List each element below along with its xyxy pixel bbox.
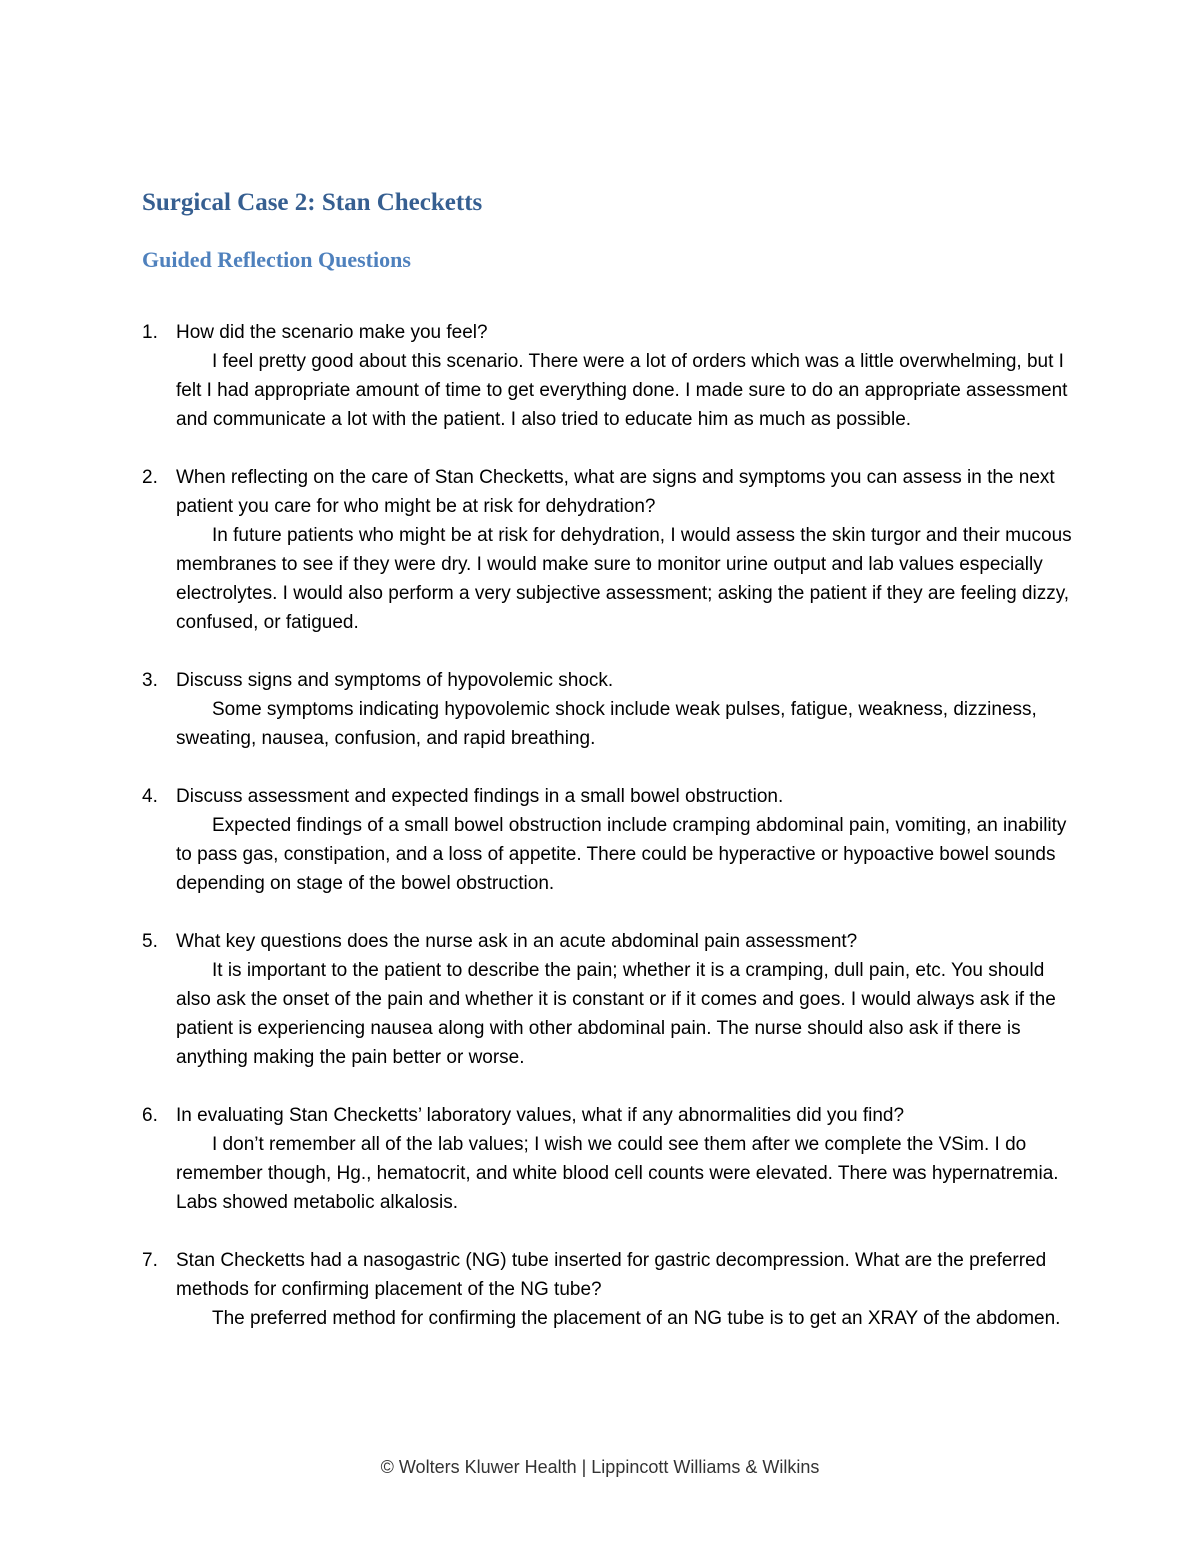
answer-text: The preferred method for confirming the placement of an NG tube is to get an XRAY of the abdomen. xyxy=(212,1308,1061,1329)
question-text: When reflecting on the care of Stan Checketts, what are signs and symptoms you can assess in the next patient you care for who might be at risk for dehydration? xyxy=(176,467,1055,517)
question-item-3 xyxy=(142,666,1072,753)
answer-text: It is important to the patient to describe the pain; whether it is a cramping, dull pain, etc. You should also ask the onset of the pain and whether it is constant or if it comes and goes. I would always ask if the patient is experiencing nausea along with other abdominal pain. The nurse should also ask if there is anything making the pain better or worse. xyxy=(176,960,1056,1068)
question-text: Discuss signs and symptoms of hypovolemic shock. xyxy=(176,670,614,691)
question-item-2 xyxy=(142,463,1072,637)
question-list xyxy=(142,318,1072,1362)
question-item-5 xyxy=(142,927,1072,1072)
answer-text: I don’t remember all of the lab values; I wish we could see them after we complete the VSim. I do remember though, Hg., hematocrit, and white blood cell counts were elevated. There was hypernatremia. Labs showed metabolic alkalosis. xyxy=(176,1134,1059,1213)
question-number: 5. xyxy=(142,931,158,952)
answer-text: Expected findings of a small bowel obstruction include cramping abdominal pain, vomiting, an inability to pass gas, constipation, and a loss of appetite. There could be hyperactive or hypoactive bowel sounds depending on stage of the bowel obstruction. xyxy=(176,815,1067,894)
question-number: 2. xyxy=(142,467,158,488)
answer-text: Some symptoms indicating hypovolemic shock include weak pulses, fatigue, weakness, dizziness, sweating, nausea, confusion, and rapid breathing. xyxy=(176,699,1037,749)
question-number: 1. xyxy=(142,322,158,343)
answer-text: I feel pretty good about this scenario. There were a lot of orders which was a little overwhelming, but I felt I had appropriate amount of time to get everything done. I made sure to do an appropriate assessment and communicate a lot with the patient. I also tried to educate him as much as possible. xyxy=(176,351,1068,430)
question-text: Stan Checketts had a nasogastric (NG) tube inserted for gastric decompression. What are the preferred methods for confirming placement of the NG tube? xyxy=(176,1250,1047,1300)
answer-text: In future patients who might be at risk for dehydration, I would assess the skin turgor and their mucous membranes to see if they were dry. I would make sure to monitor urine output and lab values especially electrolytes. I would also perform a very subjective assessment; asking the patient if they are feeling dizzy, confused, or fatigued. xyxy=(176,525,1072,633)
question-number: 3. xyxy=(142,670,158,691)
question-item-6 xyxy=(142,1101,1072,1217)
question-number: 7. xyxy=(142,1250,158,1271)
question-item-7 xyxy=(142,1246,1072,1333)
question-number: 6. xyxy=(142,1105,158,1126)
question-text: How did the scenario make you feel? xyxy=(176,322,488,343)
question-text: What key questions does the nurse ask in an acute abdominal pain assessment? xyxy=(176,931,858,952)
question-item-1 xyxy=(142,318,1072,434)
question-item-4 xyxy=(142,782,1072,898)
page-title: Surgical Case 2: Stan Checketts xyxy=(142,189,483,216)
question-text: In evaluating Stan Checketts’ laboratory values, what if any abnormalities did you find? xyxy=(176,1105,905,1126)
question-number: 4. xyxy=(142,786,158,807)
copyright-footer: © Wolters Kluwer Health | Lippincott Williams & Wilkins xyxy=(380,1457,820,1477)
question-text: Discuss assessment and expected findings in a small bowel obstruction. xyxy=(176,786,784,807)
section-subtitle: Guided Reflection Questions xyxy=(142,247,411,272)
